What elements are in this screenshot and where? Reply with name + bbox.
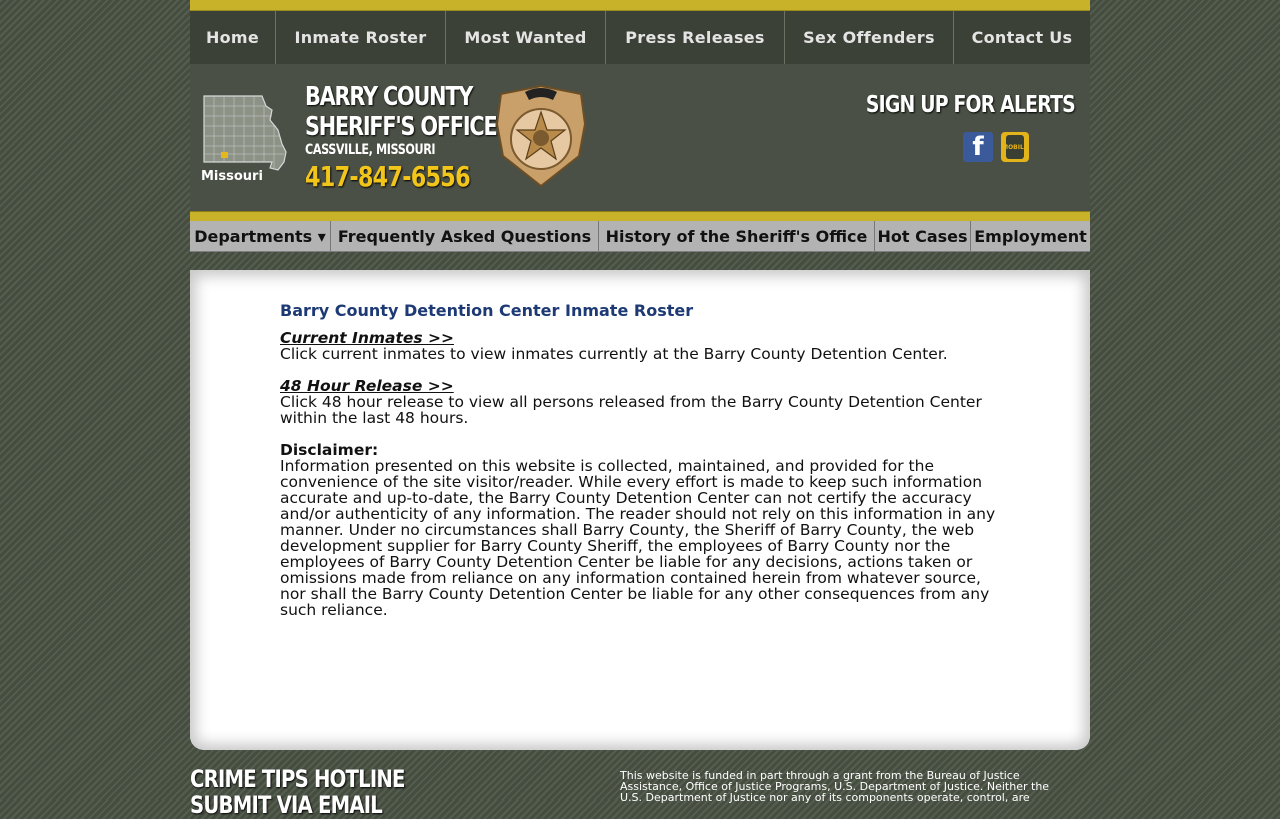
disclaimer-text: Information presented on this website is collected, maintained, and provided for the convenience of the site visitor/reader. While every effort is made to keep such information accurate and up-to-date, the Barry County Detention Center can not certify the accuracy and/or authenticity of any information. The reader should not rely on this information in any manner. Under no circumstances shall Barry County, the Sheriff of Barry County, the web development supplier for Barry County Sheriff, the employees of Barry County nor the employees of Barry County Detention Center be liable for any decisions, actions taken or omissions made from reliance on any information contained herein from whatever source, nor shall the Barry County Detention Center be liable for any other consequences from any such reliance. bbox=[280, 457, 996, 619]
top-navigation bbox=[190, 11, 1090, 64]
title-line-2: SHERIFF'S OFFICE bbox=[305, 112, 497, 142]
nav-most-wanted[interactable]: Most Wanted bbox=[446, 11, 606, 64]
missouri-map-icon bbox=[200, 92, 290, 172]
map-label: Missouri bbox=[201, 169, 263, 184]
phone-number: 417-847-6556 bbox=[305, 160, 470, 193]
top-gold-bar bbox=[190, 0, 1090, 11]
current-inmates-link[interactable]: Current Inmates >> bbox=[280, 329, 454, 347]
subnav-history[interactable]: History of the Sheriff's Office bbox=[599, 221, 875, 251]
alerts-heading: SIGN UP FOR ALERTS bbox=[865, 92, 1075, 118]
location-text: CASSVILLE, MISSOURI bbox=[305, 142, 436, 158]
title-line-1: BARRY COUNTY bbox=[305, 82, 473, 112]
release-section bbox=[280, 378, 1000, 426]
subnav-employment[interactable]: Employment bbox=[974, 226, 1087, 246]
mobile-alerts-icon[interactable] bbox=[1001, 132, 1029, 162]
grant-notice: This website is funded in part through a grant from the Bureau of Justice Assistance, Office of Justice Programs, U.S. Department of Justice. Neither the U.S. Department of Justice nor any of its components operate, control, are bbox=[620, 769, 1050, 804]
disclaimer-heading: Disclaimer: bbox=[280, 441, 379, 459]
hotline-title: CRIME TIPS HOTLINE bbox=[190, 765, 405, 793]
release-48h-text: Click 48 hour release to view all persons released from the Barry County Detention Center within the last 48 hours. bbox=[280, 393, 982, 427]
gold-divider bbox=[190, 211, 1090, 221]
sheriff-badge-icon bbox=[495, 84, 587, 188]
nav-sex-offenders[interactable]: Sex Offenders bbox=[785, 11, 954, 64]
page-wrapper bbox=[190, 0, 1090, 619]
submit-email-link[interactable]: SUBMIT VIA EMAIL bbox=[190, 791, 382, 819]
current-inmates-section bbox=[280, 330, 1000, 362]
roster-info bbox=[280, 302, 1000, 634]
release-48h-link[interactable]: 48 Hour Release >> bbox=[280, 377, 454, 395]
secondary-navigation bbox=[190, 221, 1090, 252]
crime-tips-hotline[interactable] bbox=[190, 766, 405, 818]
content-panel bbox=[190, 270, 1090, 750]
subnav-departments[interactable]: Departments ▾ bbox=[190, 221, 331, 251]
nav-press-releases[interactable]: Press Releases bbox=[606, 11, 785, 64]
site-header bbox=[190, 64, 1090, 211]
nav-home[interactable]: Home bbox=[190, 11, 276, 64]
facebook-icon[interactable]: f bbox=[963, 132, 993, 162]
nav-contact-us[interactable]: Contact Us bbox=[971, 28, 1073, 47]
subnav-hot-cases[interactable]: Hot Cases bbox=[875, 221, 971, 251]
page-title: Barry County Detention Center Inmate Roster bbox=[280, 301, 694, 320]
disclaimer-section bbox=[280, 442, 1000, 618]
subnav-faq[interactable]: Frequently Asked Questions bbox=[331, 221, 599, 251]
nav-inmate-roster[interactable]: Inmate Roster bbox=[276, 11, 446, 64]
mobile-label: MOBILE bbox=[1006, 135, 1024, 159]
current-inmates-text: Click current inmates to view inmates currently at the Barry County Detention Center. bbox=[280, 345, 948, 363]
